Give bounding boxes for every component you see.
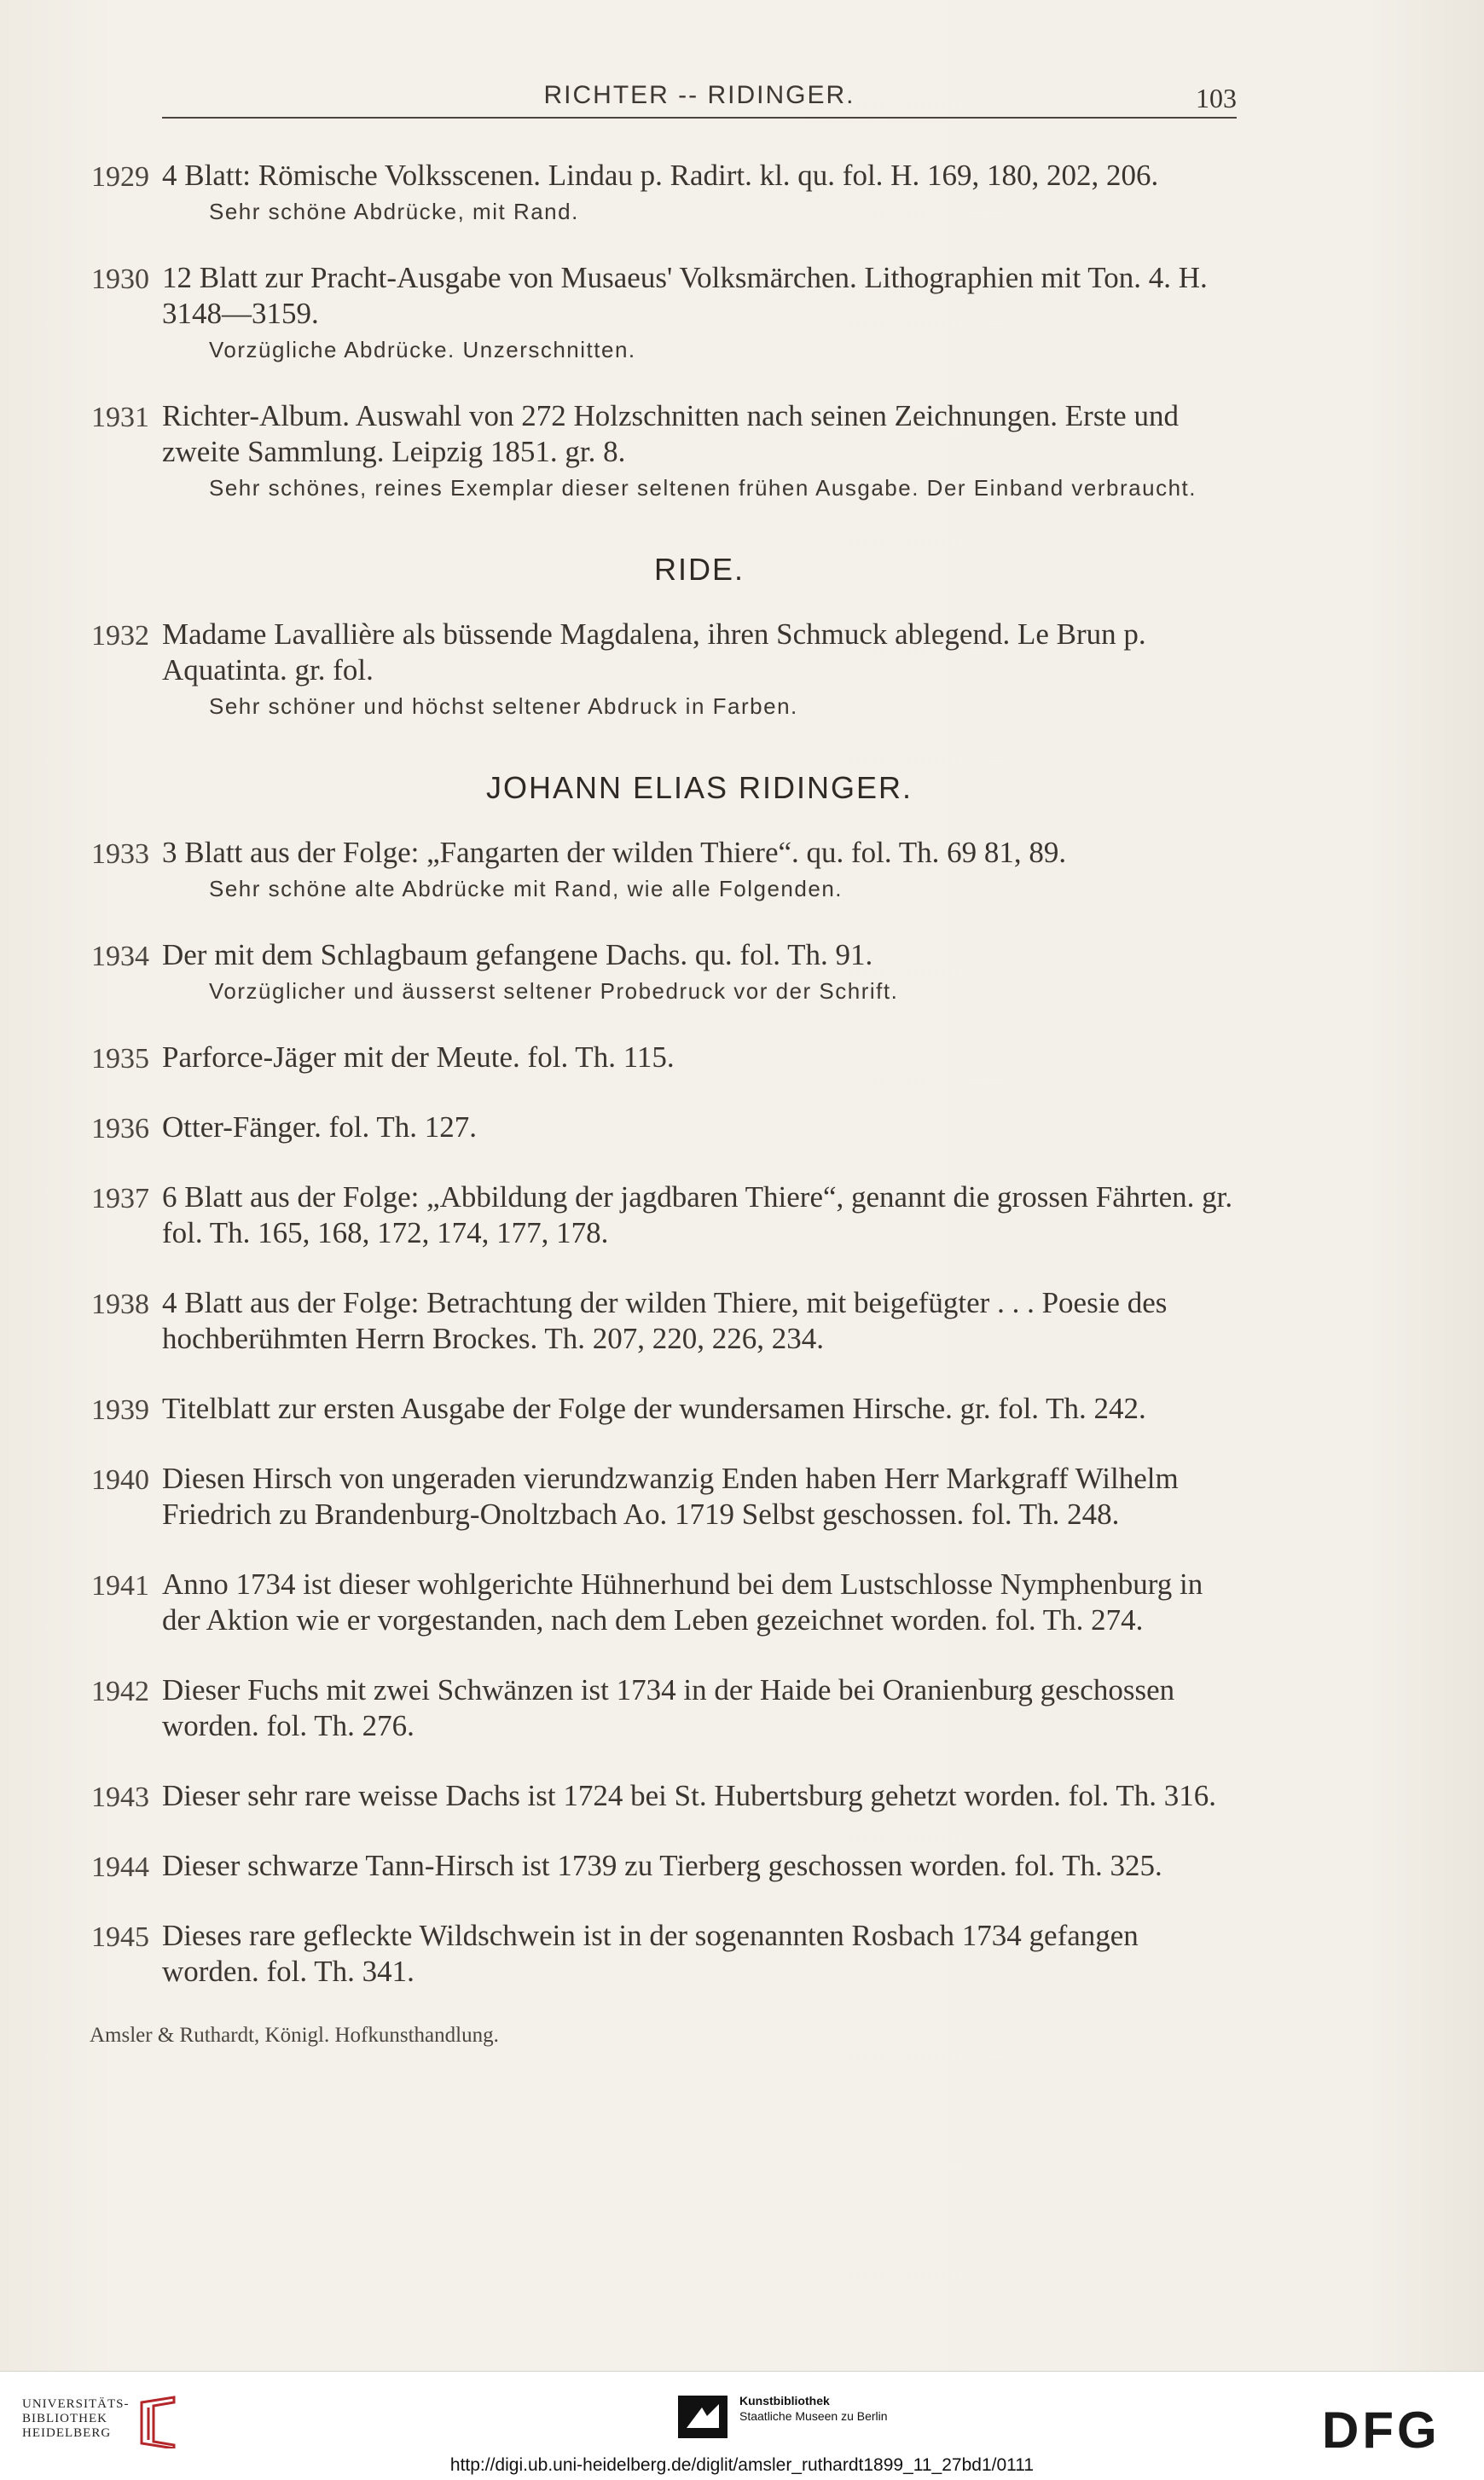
entry-description: 3 Blatt aus der Folge: „Fangarten der wilden Thiere“. qu. fol. Th. 69 81, 89. bbox=[162, 836, 1067, 869]
entry-note: Vorzügliche Abdrücke. Unzerschnitten. bbox=[209, 337, 636, 362]
permalink-url[interactable]: http://digi.ub.uni-heidelberg.de/diglit/amsler_ruthardt1899_11_27bd1/0111 bbox=[449, 2455, 1035, 2475]
entry-description: 4 Blatt aus der Folge: Betrachtung der wilden Thiere, mit beigefügter . . . Poesie des hochberühmten Herrn Brockes. Th. 207, 220, 226, 234. bbox=[162, 1286, 1168, 1355]
entry-number: 1942 bbox=[91, 1676, 149, 1707]
catalogue-entry bbox=[91, 937, 1237, 1005]
uni-heidelberg-label bbox=[22, 2397, 130, 2441]
entry-description: Anno 1734 ist dieser wohlgerichte Hühnerhund bei dem Lustschlosse Nymphenburg in der Aktion wie er vorgestanden, nach dem Leben gezeichnet worden. fol. Th. 274. bbox=[162, 1567, 1203, 1637]
catalogue-entry bbox=[91, 1672, 1237, 1744]
catalogue-content bbox=[90, 158, 1237, 2048]
entry-number: 1930 bbox=[91, 264, 149, 295]
entry-description: Diesen Hirsch von ungeraden vierundzwanzig Enden haben Herr Markgraff Wilhelm Friedrich zu Brandenburg-Onoltzbach Ao. 1719 Selbst geschossen. fol. Th. 248. bbox=[162, 1462, 1179, 1531]
entries-richter bbox=[91, 158, 1237, 502]
running-header bbox=[162, 81, 1237, 119]
uni-heidelberg-logo-icon bbox=[136, 2394, 179, 2448]
entry-number: 1944 bbox=[91, 1851, 149, 1883]
entry-description: 12 Blatt zur Pracht-Ausgabe von Musaeus' Volksmärchen. Lithographien mit Ton. 4. H. 3148—3159. bbox=[162, 261, 1208, 330]
entry-description: Dieses rare gefleckte Wildschwein ist in der sogenannten Rosbach 1734 gefangen worden. fol. Th. 341. bbox=[162, 1919, 1139, 1988]
header-title: RICHTER -- RIDINGER. bbox=[543, 81, 855, 109]
catalogue-entry bbox=[91, 617, 1237, 721]
entry-note: Vorzüglicher und äusserst seltener Probedruck vor der Schrift. bbox=[209, 978, 899, 1004]
entry-number: 1929 bbox=[91, 161, 149, 193]
entry-note: Sehr schönes, reines Exemplar dieser seltenen frühen Ausgabe. Der Einband verbraucht. bbox=[209, 475, 1197, 501]
entry-number: 1945 bbox=[91, 1921, 149, 1953]
entry-number: 1939 bbox=[91, 1394, 149, 1426]
entry-note: Sehr schöne Abdrücke, mit Rand. bbox=[209, 199, 579, 224]
uni-line-3: HEIDELBERG bbox=[22, 2426, 112, 2440]
catalogue-entry bbox=[91, 1848, 1237, 1884]
entry-description: Titelblatt zur ersten Ausgabe der Folge der wundersamen Hirsche. gr. fol. Th. 242. bbox=[162, 1392, 1146, 1425]
catalogue-entry bbox=[91, 1040, 1237, 1075]
entries-ridinger bbox=[91, 835, 1237, 1990]
entry-number: 1931 bbox=[91, 402, 149, 433]
entry-description: Parforce-Jäger mit der Meute. fol. Th. 115. bbox=[162, 1040, 675, 1074]
page-number: 103 bbox=[1196, 83, 1237, 113]
entry-note: Sehr schöne alte Abdrücke mit Rand, wie alle Folgenden. bbox=[209, 876, 843, 901]
catalogue-entry bbox=[91, 1285, 1237, 1357]
entry-number: 1937 bbox=[91, 1183, 149, 1214]
uni-line-1: UNIVERSITÄTS- bbox=[22, 2397, 130, 2411]
entry-description: Richter-Album. Auswahl von 272 Holzschnitten nach seinen Zeichnungen. Erste und zweite Sammlung. Leipzig 1851. gr. 8. bbox=[162, 399, 1179, 468]
entry-number: 1932 bbox=[91, 620, 149, 652]
section-heading-ride: RIDE. bbox=[653, 552, 745, 587]
catalogue-entry bbox=[91, 1391, 1237, 1427]
entry-number: 1935 bbox=[91, 1043, 149, 1075]
catalogue-entry bbox=[91, 1461, 1237, 1533]
entry-description: Madame Lavallière als büssende Magdalena, ihren Schmuck ablegend. Le Brun p. Aquatinta. gr. fol. bbox=[162, 617, 1146, 687]
catalogue-entry bbox=[91, 1179, 1237, 1251]
entries-ride bbox=[91, 617, 1237, 721]
entry-number: 1940 bbox=[91, 1464, 149, 1496]
entry-description: 6 Blatt aus der Folge: „Abbildung der jagdbaren Thiere“, genannt die grossen Fährten. gr. fol. Th. 165, 168, 172, 174, 177, 178. bbox=[162, 1180, 1233, 1249]
digitization-footer bbox=[0, 2371, 1484, 2480]
catalogue-entry bbox=[91, 835, 1237, 903]
uni-line-2: BIBLIOTHEK bbox=[22, 2412, 107, 2425]
entry-description: 4 Blatt: Römische Volksscenen. Lindau p. Radirt. kl. qu. fol. H. 169, 180, 202, 206. bbox=[162, 159, 1159, 192]
dfg-logo: DFG bbox=[1322, 2402, 1441, 2459]
catalogue-entry bbox=[91, 1918, 1237, 1990]
entry-number: 1943 bbox=[91, 1782, 149, 1813]
entry-description: Der mit dem Schlagbaum gefangene Dachs. qu. fol. Th. 91. bbox=[162, 938, 873, 971]
catalogue-entry bbox=[91, 1110, 1237, 1145]
section-heading-ridinger: JOHANN ELIAS RIDINGER. bbox=[485, 770, 913, 805]
entry-description: Dieser sehr rare weisse Dachs ist 1724 bei St. Hubertsburg gehetzt worden. fol. Th. 316. bbox=[162, 1779, 1217, 1812]
catalogue-entry bbox=[91, 1567, 1237, 1638]
entry-number: 1936 bbox=[91, 1113, 149, 1144]
kunstbibliothek-label bbox=[739, 2393, 888, 2424]
catalogue-entry bbox=[91, 260, 1237, 364]
kunstbibliothek-logo-icon bbox=[678, 2396, 728, 2438]
kunstbibliothek-subtitle: Staatliche Museen zu Berlin bbox=[739, 2409, 888, 2423]
kunstbibliothek-title: Kunstbibliothek bbox=[739, 2394, 830, 2408]
publisher-imprint: Amsler & Ruthardt, Königl. Hofkunsthandlung. bbox=[90, 2024, 499, 2047]
entry-number: 1934 bbox=[91, 941, 149, 972]
catalogue-entry bbox=[91, 158, 1237, 226]
entry-description: Dieser Fuchs mit zwei Schwänzen ist 1734 in der Haide bei Oranienburg geschossen worden. fol. Th. 276. bbox=[162, 1673, 1175, 1742]
catalogue-entry bbox=[91, 398, 1237, 502]
entry-number: 1938 bbox=[91, 1289, 149, 1320]
entry-description: Dieser schwarze Tann-Hirsch ist 1739 zu Tierberg geschossen worden. fol. Th. 325. bbox=[162, 1849, 1162, 1882]
entry-number: 1941 bbox=[91, 1570, 149, 1602]
catalogue-entry bbox=[91, 1778, 1237, 1814]
entry-note: Sehr schöner und höchst seltener Abdruck in Farben. bbox=[209, 693, 798, 719]
entry-description: Otter-Fänger. fol. Th. 127. bbox=[162, 1110, 478, 1144]
entry-number: 1933 bbox=[91, 838, 149, 870]
